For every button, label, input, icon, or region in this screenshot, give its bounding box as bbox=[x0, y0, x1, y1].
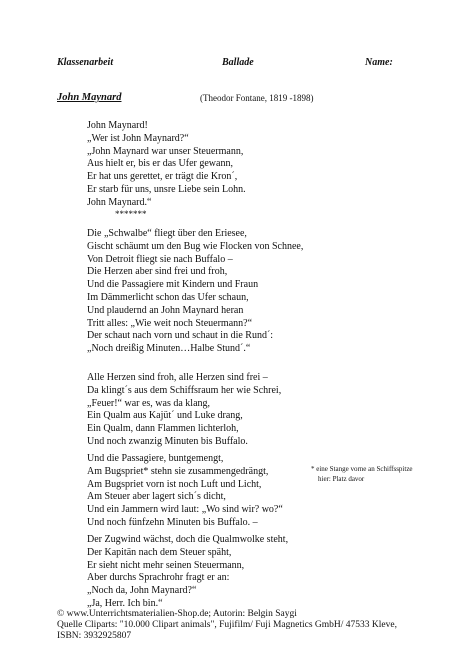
author-note: (Theodor Fontane, 1819 -1898) bbox=[200, 93, 314, 103]
header-name-label: Name: bbox=[365, 57, 393, 68]
poem-line: „Noch da, John Maynard?“ bbox=[87, 585, 197, 597]
poem-line: Am Steuer aber lagert sich´s dicht, bbox=[87, 491, 226, 503]
poem-line: „Noch dreißig Minuten…Halbe Stund´.“ bbox=[87, 343, 251, 355]
poem-line: Und die Passagiere mit Kindern und Fraun bbox=[87, 279, 259, 291]
poem-line: Der Zugwind wächst, doch die Qualmwolke steht, bbox=[87, 534, 289, 545]
poem-line: Und plaudernd an John Maynard heran bbox=[87, 304, 244, 316]
footnote-bugspriet: * eine Stange vorne an Schiffsspitze bbox=[311, 465, 413, 473]
poem-line: „John Maynard war unser Steuermann, bbox=[87, 145, 244, 157]
header-left: Klassenarbeit bbox=[57, 57, 114, 68]
poem-line: „Wer ist John Maynard?“ bbox=[87, 132, 189, 144]
poem-line: Und noch zwanzig Minuten bis Buffalo. bbox=[87, 435, 248, 447]
poem-line: Am Bugspriet* stehn sie zusammengedrängt, bbox=[87, 465, 269, 477]
poem-line: „Ja, Herr. Ich bin.“ bbox=[87, 597, 163, 609]
poem-line: Am Bugspriet vorn ist noch Luft und Licht, bbox=[87, 478, 262, 490]
footer-isbn: ISBN: 3932925807 bbox=[57, 631, 132, 642]
poem-line: Und ein Jammern wird laut: „Wo sind wir? wo?“ bbox=[87, 504, 283, 516]
poem-line: John Maynard! bbox=[87, 120, 148, 131]
poem-line: Die Herzen aber sind frei und froh, bbox=[87, 266, 228, 278]
poem-line: Er starb für uns, unsre Liebe sein Lohn. bbox=[87, 183, 246, 195]
stanza-5 bbox=[87, 534, 288, 611]
stanza-1 bbox=[87, 120, 246, 210]
footnote-platz: hier: Platz davor bbox=[318, 475, 365, 483]
footer bbox=[57, 609, 397, 643]
poem-line: Von Detroit fliegt sie nach Buffalo – bbox=[87, 253, 233, 265]
poem-line: Und die Passagiere, buntgemengt, bbox=[87, 453, 224, 464]
stanza-3 bbox=[87, 372, 281, 449]
poem-line: Ein Qualm, dann Flammen lichterloh, bbox=[87, 423, 239, 435]
poem-line: Da klingt´s aus dem Schiffsraum her wie Schrei, bbox=[87, 384, 282, 396]
footer-source: Quelle Cliparts: "10.000 Clipart animals", Fujifilm/ Fuji Magnetics GmbH/ 47533 Kleve, bbox=[57, 620, 397, 631]
poem-line: Tritt alles: „Wie weit noch Steuermann?“ bbox=[87, 317, 253, 329]
stanza-separator: ******* bbox=[115, 209, 147, 219]
poem-line: Alle Herzen sind froh, alle Herzen sind frei – bbox=[87, 372, 268, 383]
poem-line: Er sieht nicht mehr seinen Steuermann, bbox=[87, 559, 245, 571]
poem-line: Die „Schwalbe“ fliegt über den Eriesee, bbox=[87, 228, 247, 239]
stanza-2 bbox=[87, 228, 303, 356]
footer-copyright: © www.Unterrichtsmaterialien-Shop.de; Autorin: Belgin Saygi bbox=[57, 609, 297, 619]
stanza-4 bbox=[87, 453, 283, 530]
poem-line: Der Kapitän nach dem Steuer späht, bbox=[87, 546, 232, 558]
poem-line: Der schaut nach vorn und schaut in die Rund´: bbox=[87, 330, 274, 342]
poem-title: John Maynard bbox=[57, 92, 122, 103]
poem-line: Er hat uns gerettet, er trägt die Kron´, bbox=[87, 171, 238, 183]
poem-line: Aber durchs Sprachrohr fragt er an: bbox=[87, 572, 230, 584]
poem-line: Ein Qualm aus Kajüt´ und Luke drang, bbox=[87, 410, 243, 422]
poem-line: Und noch fünfzehn Minuten bis Buffalo. – bbox=[87, 516, 258, 528]
poem-line: John Maynard.“ bbox=[87, 196, 152, 208]
poem-line: Im Dämmerlicht schon das Ufer schaun, bbox=[87, 291, 249, 303]
header-center: Ballade bbox=[222, 57, 254, 68]
poem-line: Gischt schäumt um den Bug wie Flocken von Schnee, bbox=[87, 240, 304, 252]
poem-line: „Feuer!“ war es, was da klang, bbox=[87, 397, 211, 409]
poem-line: Aus hielt er, bis er das Ufer gewann, bbox=[87, 158, 233, 170]
